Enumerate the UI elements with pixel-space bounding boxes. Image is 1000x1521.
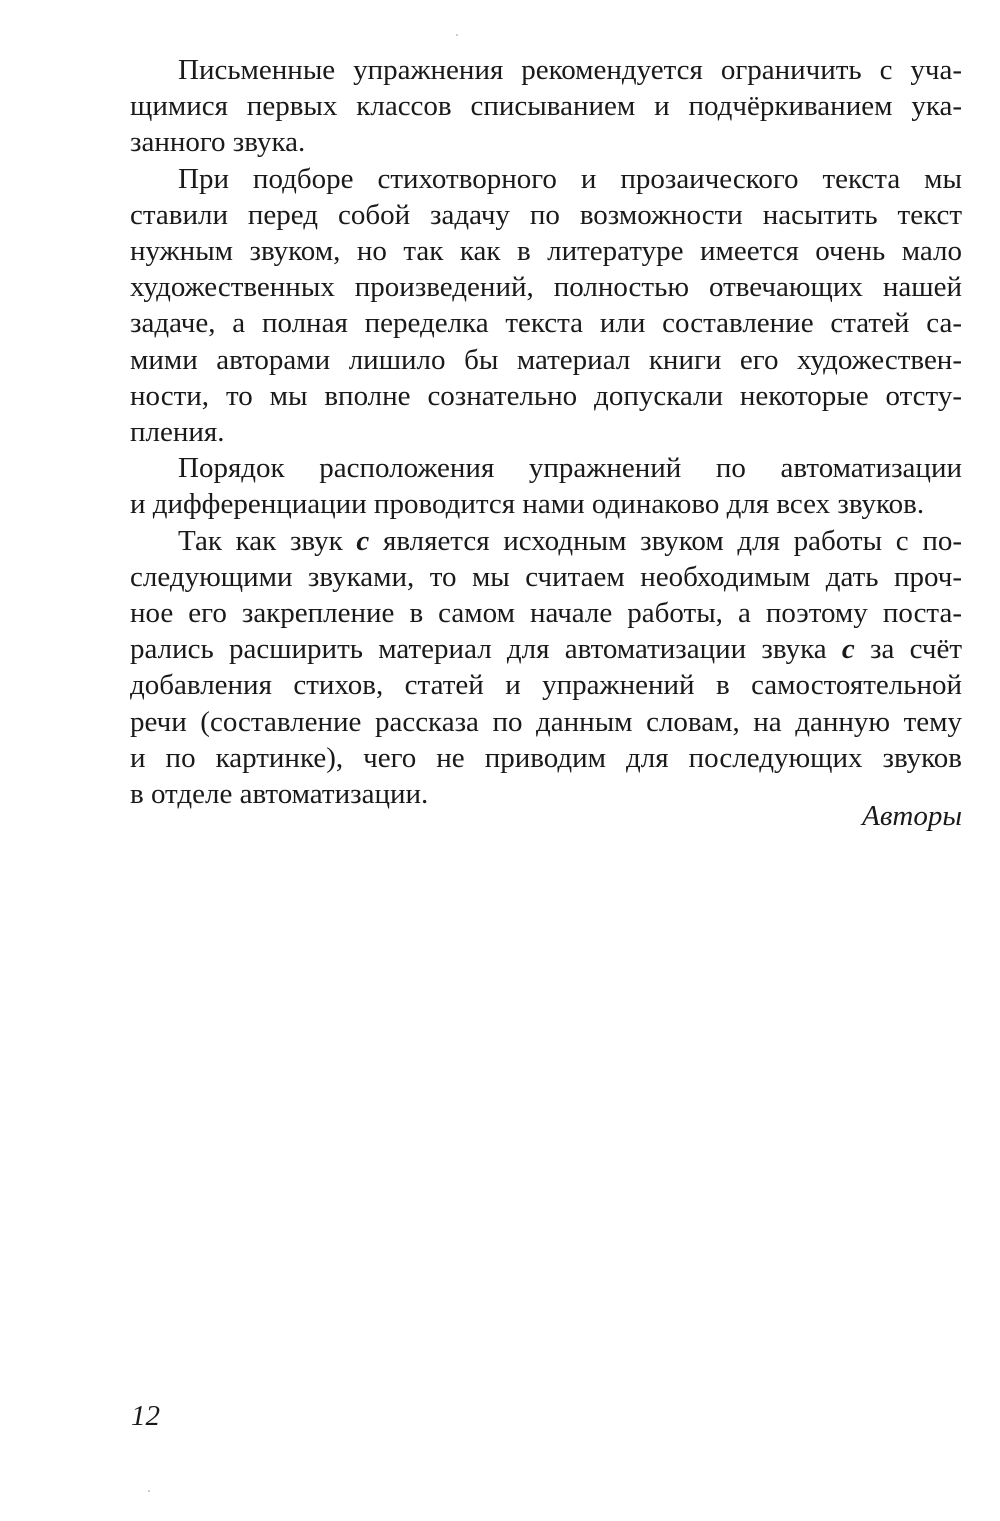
text-segment: за счёт (854, 633, 963, 666)
text-segment: Так как звук (178, 524, 357, 557)
text-line: щимися первых классов списыванием и подчёркиванием ука- (130, 90, 962, 123)
text-line: Письменные упражнения рекомендуется ограничить с уча- (178, 54, 962, 86)
paragraph (130, 161, 962, 451)
text-line: мими авторами лишило бы материал книги его художествен- (130, 343, 962, 376)
emphasized-letter: с (841, 633, 855, 666)
scan-speck (148, 1490, 150, 1492)
text-line: и по картинке), чего не приводим для последующих звуков (130, 741, 962, 774)
scan-speck (456, 34, 458, 36)
text-line: добавления стихов, статей и упражнений в самостоятельной (130, 669, 962, 702)
text-segment: является исходным звуком для работы с по- (369, 524, 962, 557)
text-line: ставили перед собой задачу по возможности насытить текст (130, 198, 962, 231)
text-line: задаче, а полная переделка текста или составление статей са- (130, 307, 962, 340)
paragraph (130, 450, 962, 522)
paragraph (130, 523, 962, 813)
text-line: пления. (130, 416, 225, 449)
text-segment: рались расширить материал для автоматизации звука (130, 633, 842, 666)
text-line: занного звука. (130, 126, 306, 159)
text-line: нужным звуком, но так как в литературе имеется очень мало (130, 235, 962, 268)
text-line (130, 523, 962, 559)
text-line: и дифференциации проводится нами одинаково для всех звуков. (130, 488, 925, 521)
text-line (130, 631, 962, 667)
signature: Авторы (862, 800, 962, 832)
page-number: 12 (131, 1400, 160, 1432)
text-line: в отделе автоматизации. (130, 778, 429, 811)
body-text (130, 52, 962, 812)
emphasized-letter: с (356, 524, 370, 557)
text-line: следующими звуками, то мы считаем необходимым дать проч- (130, 560, 962, 593)
text-line: речи (составление рассказа по данным словам, на данную тему (130, 705, 962, 738)
text-line: художественных произведений, полностью отвечающих нашей (130, 271, 962, 304)
text-line: ное его закрепление в самом начале работы, а поэтому поста- (130, 597, 962, 630)
text-line: При подборе стихотворного и прозаического текста мы (178, 162, 962, 195)
text-line: Порядок расположения упражнений по автоматизации (178, 452, 962, 485)
paragraph (130, 52, 962, 161)
text-line: ности, то мы вполне сознательно допускали некоторые отсту- (130, 379, 962, 412)
